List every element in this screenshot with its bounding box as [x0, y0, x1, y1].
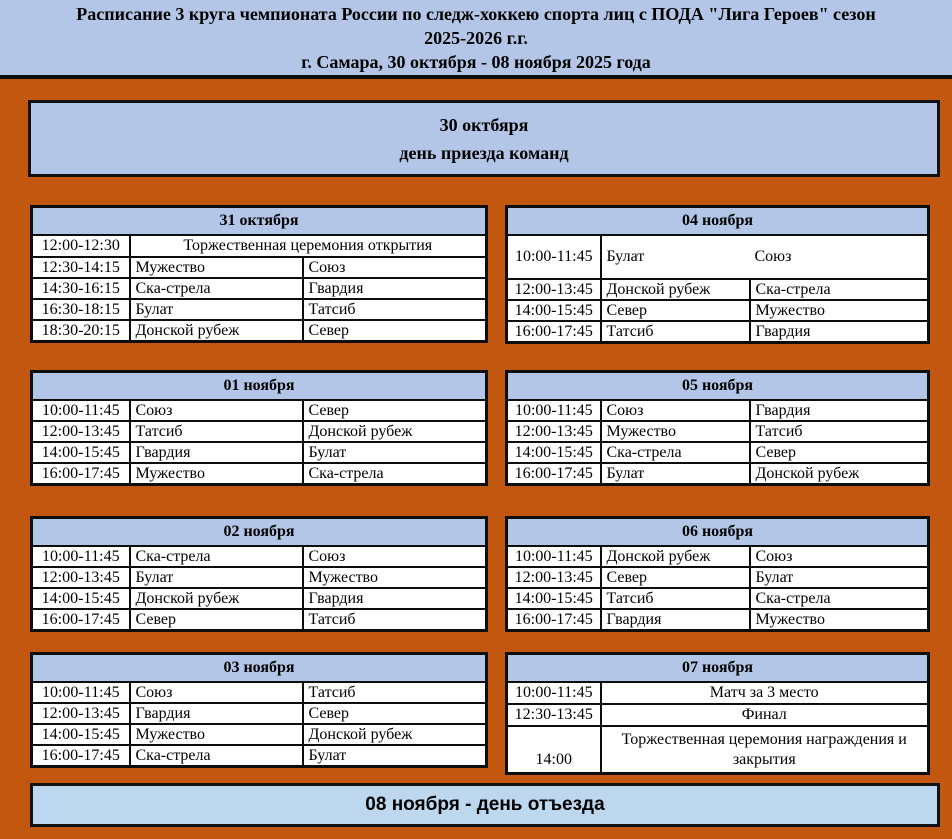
table-date-header: 02 ноября — [32, 518, 487, 547]
table-row — [32, 421, 487, 442]
time-cell: 12:30-13:45 — [507, 704, 601, 726]
table-row — [32, 703, 487, 724]
title-line-1: Расписание 3 круга чемпионата России по следж-хоккею спорта лиц с ПОДА "Лига Героев" сезон — [76, 3, 876, 24]
home-team-cell: Ска-стрела — [130, 278, 303, 299]
table-date-header: 01 ноября — [32, 372, 487, 401]
table-date-header: 31 октября — [32, 207, 487, 236]
home-team-cell: Булат — [601, 463, 750, 485]
table-row — [507, 321, 929, 343]
departure-label: 08 ноября - день отъезда — [365, 794, 605, 815]
time-cell: 14:00-15:45 — [507, 300, 601, 321]
table-row — [507, 567, 929, 588]
away-team-cell: Гвардия — [750, 400, 929, 421]
schedule-table-nov-05 — [505, 370, 930, 486]
time-cell: 12:00-13:45 — [32, 567, 130, 588]
away-team-cell: Татсиб — [303, 299, 487, 320]
home-team-cell: Союз — [130, 400, 303, 421]
time-cell: 14:00 — [507, 726, 601, 774]
table-date-header: 07 ноября — [507, 654, 929, 683]
arrival-label: день приезда команд — [399, 142, 569, 163]
away-team-cell: Татсиб — [303, 682, 487, 703]
table-row — [507, 726, 929, 774]
table-row — [32, 257, 487, 278]
time-cell: 16:00-17:45 — [32, 609, 130, 631]
table-row — [507, 682, 929, 704]
time-cell: 12:00-13:45 — [32, 703, 130, 724]
away-team-cell: Север — [750, 442, 929, 463]
home-team-cell: Мужество — [130, 257, 303, 278]
arrival-day-banner — [28, 100, 940, 177]
away-team-cell: Булат — [303, 745, 487, 767]
home-team-cell: Булат — [130, 567, 303, 588]
schedule-table-nov-03 — [30, 652, 488, 768]
day-schedule-table — [30, 652, 488, 768]
home-team-cell: Ска-стрела — [601, 442, 750, 463]
event-cell: Финал — [601, 704, 929, 726]
time-cell: 12:00-12:30 — [32, 235, 130, 257]
table-row — [507, 300, 929, 321]
away-team-cell: Донской рубеж — [303, 421, 487, 442]
time-cell: 10:00-11:45 — [507, 682, 601, 704]
table-row — [507, 400, 929, 421]
time-cell: 16:00-17:45 — [507, 609, 601, 631]
away-team-cell: Союз — [303, 546, 487, 567]
away-team-cell: Мужество — [750, 609, 929, 631]
time-cell: 12:30-14:15 — [32, 257, 130, 278]
away-team-cell: Булат — [303, 442, 487, 463]
time-cell: 16:00-17:45 — [507, 321, 601, 343]
home-team-cell: Донской рубеж — [130, 588, 303, 609]
home-team-cell: Союз — [130, 682, 303, 703]
time-cell: 16:00-17:45 — [507, 463, 601, 485]
table-date-header: 04 ноября — [507, 207, 929, 236]
table-row — [32, 567, 487, 588]
away-team-cell: Татсиб — [303, 609, 487, 631]
table-row — [32, 609, 487, 631]
time-cell: 18:30-20:15 — [32, 320, 130, 342]
time-cell: 14:00-15:45 — [32, 442, 130, 463]
event-cell: Матч за 3 место — [601, 682, 929, 704]
table-date-header: 05 ноября — [507, 372, 929, 401]
table-row — [507, 588, 929, 609]
away-team-cell: Ска-стрела — [750, 588, 929, 609]
away-team-cell: Север — [303, 320, 487, 342]
table-row — [32, 588, 487, 609]
home-team-cell: Север — [601, 567, 750, 588]
arrival-date: 30 октбяря — [439, 114, 529, 135]
time-cell: 12:00-13:45 — [507, 279, 601, 300]
table-row — [32, 546, 487, 567]
home-team-cell: Гвардия — [601, 609, 750, 631]
home-team-cell: Булат — [601, 235, 750, 279]
home-team-cell: Мужество — [130, 463, 303, 485]
time-cell: 10:00-11:45 — [507, 400, 601, 421]
day-schedule-table — [30, 205, 488, 343]
title-line-3: г. Самара, 30 октября - 08 ноября 2025 года — [301, 51, 651, 72]
table-row — [507, 442, 929, 463]
time-cell: 10:00-11:45 — [507, 546, 601, 567]
table-row — [32, 235, 487, 257]
away-team-cell: Донской рубеж — [750, 463, 929, 485]
home-team-cell: Донской рубеж — [130, 320, 303, 342]
away-team-cell: Ска-стрела — [750, 279, 929, 300]
away-team-cell: Гвардия — [303, 588, 487, 609]
away-team-cell: Ска-стрела — [303, 463, 487, 485]
home-team-cell: Гвардия — [130, 442, 303, 463]
away-team-cell: Союз — [303, 257, 487, 278]
table-row — [32, 442, 487, 463]
day-schedule-table — [505, 652, 930, 775]
table-row — [507, 463, 929, 485]
schedule-table-nov-01 — [30, 370, 488, 486]
page-header — [0, 0, 952, 79]
time-cell: 14:00-15:45 — [507, 442, 601, 463]
departure-day-banner — [30, 783, 940, 827]
table-row — [32, 724, 487, 745]
event-cell: Торжественная церемония открытия — [130, 235, 487, 257]
away-team-cell: Гвардия — [750, 321, 929, 343]
table-row — [32, 320, 487, 342]
home-team-cell: Союз — [601, 400, 750, 421]
day-schedule-table — [505, 205, 930, 344]
day-schedule-table — [505, 516, 930, 632]
away-team-cell: Мужество — [303, 567, 487, 588]
time-cell: 16:00-17:45 — [32, 745, 130, 767]
table-row — [507, 704, 929, 726]
schedule-table-oct-31 — [30, 205, 488, 343]
home-team-cell: Татсиб — [601, 588, 750, 609]
table-date-header: 06 ноября — [507, 518, 929, 547]
table-row — [32, 682, 487, 703]
schedule-table-nov-04 — [505, 205, 930, 344]
home-team-cell: Мужество — [601, 421, 750, 442]
table-row — [507, 421, 929, 442]
title-line-2: 2025-2026 г.г. — [424, 27, 528, 48]
away-team-cell: Союз — [750, 546, 929, 567]
table-row — [507, 546, 929, 567]
away-team-cell: Гвардия — [303, 278, 487, 299]
time-cell: 12:00-13:45 — [507, 421, 601, 442]
table-row — [32, 278, 487, 299]
away-team-cell: Север — [303, 703, 487, 724]
time-cell: 10:00-11:45 — [32, 400, 130, 421]
schedule-table-nov-07 — [505, 652, 930, 775]
home-team-cell: Татсиб — [601, 321, 750, 343]
time-cell: 14:30-16:15 — [32, 278, 130, 299]
table-row — [32, 299, 487, 320]
time-cell: 14:00-15:45 — [32, 588, 130, 609]
away-team-cell: Донской рубеж — [303, 724, 487, 745]
home-team-cell: Север — [130, 609, 303, 631]
table-row — [32, 400, 487, 421]
day-schedule-table — [505, 370, 930, 486]
time-cell: 14:00-15:45 — [507, 588, 601, 609]
time-cell: 16:00-17:45 — [32, 463, 130, 485]
table-row — [32, 463, 487, 485]
schedule-table-nov-02 — [30, 516, 488, 632]
day-schedule-table — [30, 370, 488, 486]
home-team-cell: Ска-стрела — [130, 546, 303, 567]
away-team-cell: Татсиб — [750, 421, 929, 442]
time-cell: 10:00-11:45 — [32, 682, 130, 703]
time-cell: 10:00-11:45 — [507, 235, 601, 279]
table-row — [507, 279, 929, 300]
home-team-cell: Мужество — [130, 724, 303, 745]
table-row — [507, 609, 929, 631]
event-cell: Торжественная церемония награждения и закрытия — [601, 726, 929, 774]
away-team-cell: Союз — [750, 235, 929, 279]
day-schedule-table — [30, 516, 488, 632]
time-cell: 10:00-11:45 — [32, 546, 130, 567]
time-cell: 16:30-18:15 — [32, 299, 130, 320]
home-team-cell: Татсиб — [130, 421, 303, 442]
away-team-cell: Север — [303, 400, 487, 421]
table-row — [507, 235, 929, 279]
time-cell: 14:00-15:45 — [32, 724, 130, 745]
home-team-cell: Север — [601, 300, 750, 321]
home-team-cell: Ска-стрела — [130, 745, 303, 767]
time-cell: 12:00-13:45 — [507, 567, 601, 588]
away-team-cell: Булат — [750, 567, 929, 588]
home-team-cell: Донской рубеж — [601, 279, 750, 300]
schedule-table-nov-06 — [505, 516, 930, 632]
home-team-cell: Донской рубеж — [601, 546, 750, 567]
home-team-cell: Гвардия — [130, 703, 303, 724]
home-team-cell: Булат — [130, 299, 303, 320]
away-team-cell: Мужество — [750, 300, 929, 321]
table-date-header: 03 ноября — [32, 654, 487, 683]
time-cell: 12:00-13:45 — [32, 421, 130, 442]
table-row — [32, 745, 487, 767]
